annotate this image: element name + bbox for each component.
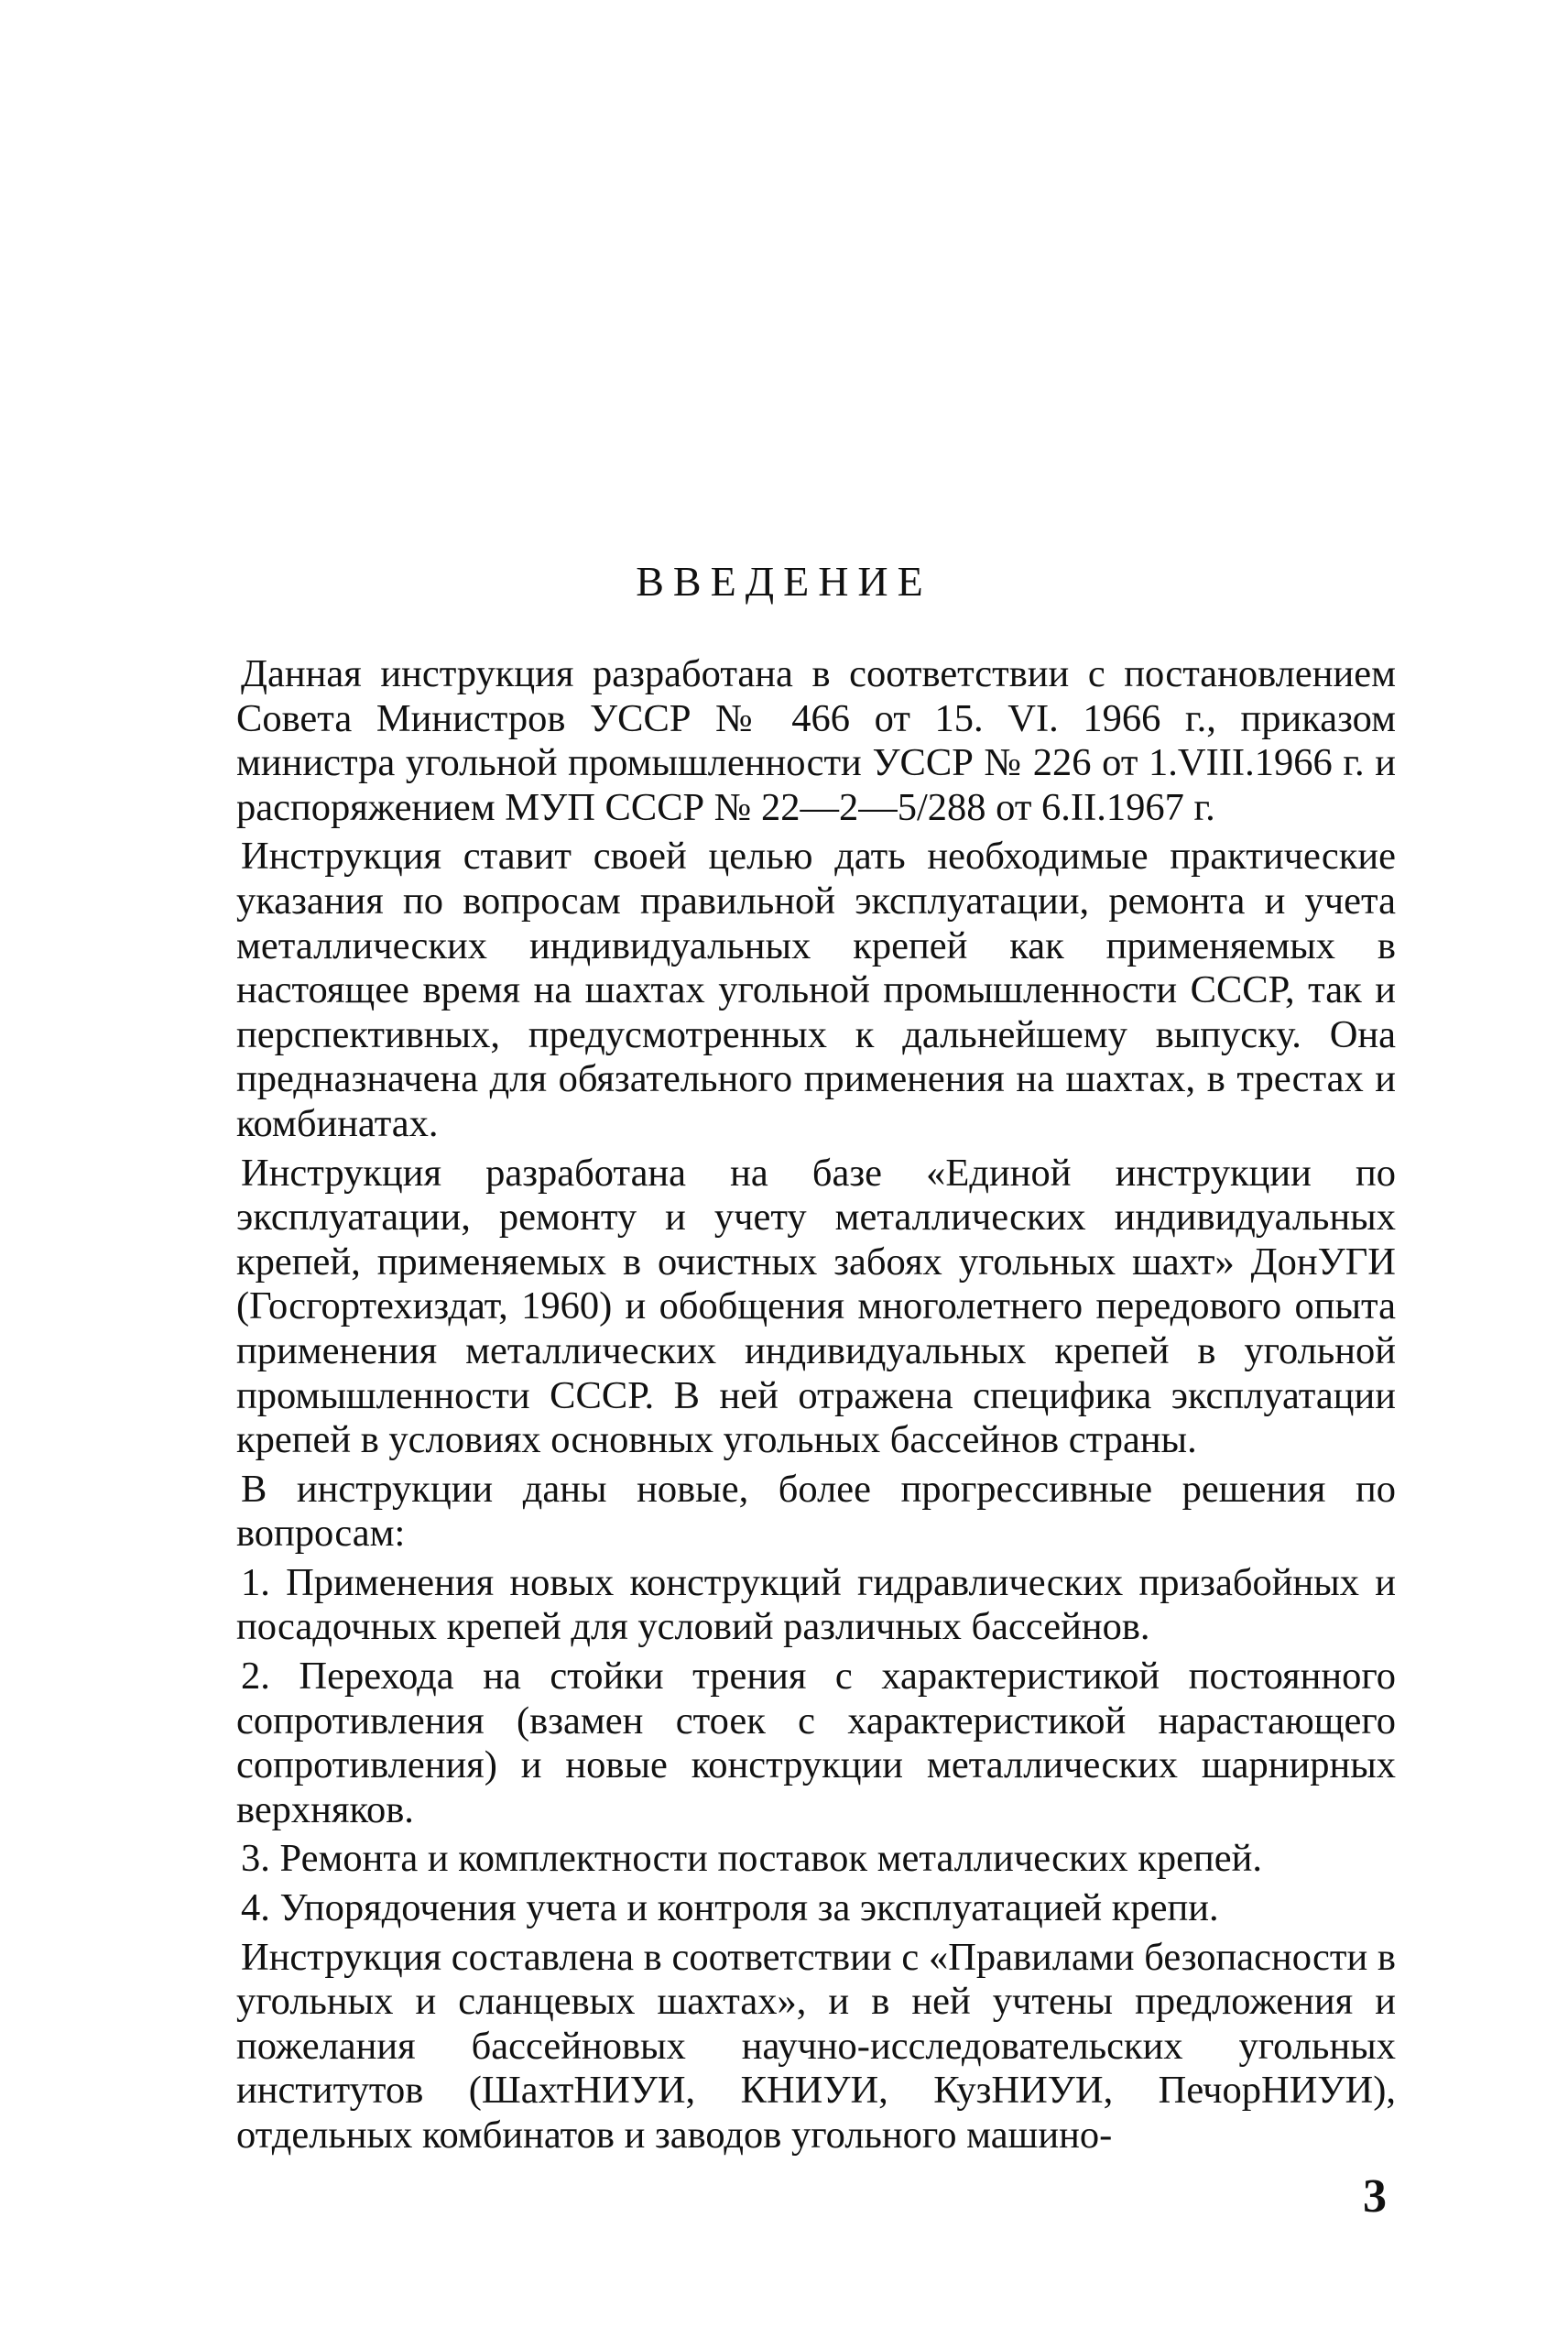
list-item-3: 3. Ремонта и комплектности поставок металлических крепей. [241, 1837, 1263, 1881]
paragraph-purpose: Инструкция ставит своей целью дать необходимые практические указания по вопросам правильной эксплуатации, ремонта и учета металлических индивидуальных крепей как применяемых в настоящее время на шахтах угольной промышленности СССР, так и перспективных, предусмотренных к дальнейшему выпуску. Она предназначена для обязательного применения на шахтах, в трестах и комбинатах. [236, 835, 1396, 1145]
page-number: 3 [1363, 2170, 1387, 2223]
body-text [236, 652, 1396, 2163]
page-title: ВВЕДЕНИЕ [636, 558, 932, 605]
paragraph-intro: Данная инструкция разработана в соответствии с постановлением Совета Министров УССР № 466 от 15. VI. 1966 г., приказом министра угольной промышленности УССР № 226 от 1.VIII.1966 г. и распоряжением МУП СССР № 22—2—5/288 от 6.II.1967 г. [236, 652, 1396, 829]
paragraph-basis: Инструкция разработана на базе «Единой инструкции по эксплуатации, ремонту и учету металлических индивидуальных крепей, применяемых в очистных забоях угольных шахт» ДонУГИ (Госгортехиздат, 1960) и обобщения многолетнего передового опыта применения металлических индивидуальных крепей в угольной промышленности СССР. В ней отражена специфика эксплуатации крепей в условиях основных угольных бассейнов страны. [236, 1151, 1396, 1462]
paragraph-new-solutions: В инструкции даны новые, более прогрессивные решения по вопросам: [236, 1467, 1396, 1556]
list-item-4: 4. Упорядочения учета и контроля за эксплуатацией крепи. [241, 1886, 1219, 1930]
list-item-2: 2. Перехода на стойки трения с характеристикой постоянного сопротивления (взамен стоек с характеристикой нарастающего сопротивления) и новые конструкции металлических шарнирных верхняков. [236, 1655, 1396, 1831]
list-item-1: 1. Применения новых конструкций гидравлических призабойных и посадочных крепей для условий различных бассейнов. [236, 1560, 1396, 1649]
paragraph-compliance: Инструкция составлена в соответствии с «Правилами безопасности в угольных и сланцевых шахтах», и в ней учтены предложения и пожелания бассейновых научно-исследовательских угольных институтов (ШахтНИУИ, КНИУИ, КузНИУИ, ПечорНИУИ), отдельных комбинатов и заводов угольного машино- [236, 1935, 1396, 2157]
